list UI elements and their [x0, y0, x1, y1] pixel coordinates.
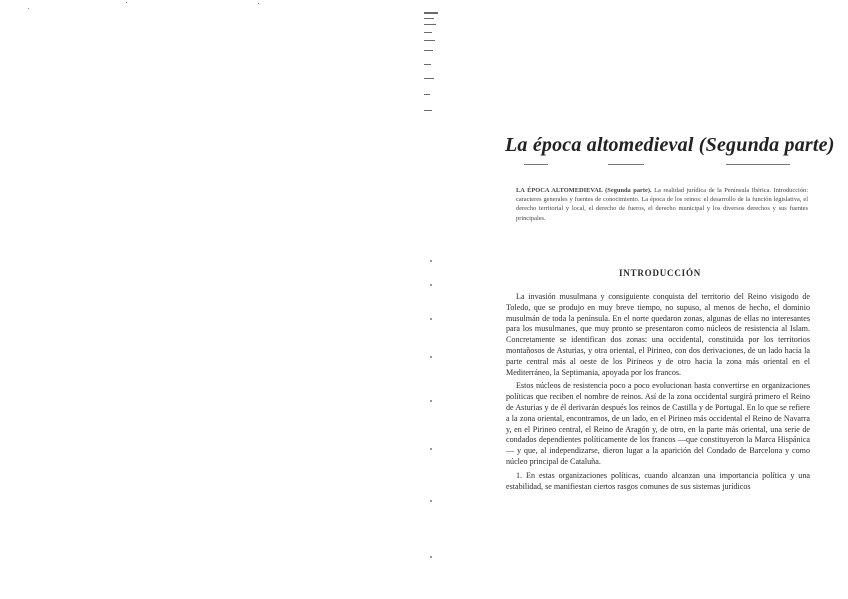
- abstract-text: La realidad jurídica de la Península Ibérica. Introducción: caracteres generales y fuentes de conocimiento. La época de los reinos: el desarrollo de la función legislativa, el derecho territorial y local, el derecho de fueros, el derecho municipal y los diversos derechos y sus fuentes principales.: [516, 187, 808, 222]
- gutter-dots: [430, 260, 434, 590]
- title-rule: [608, 164, 644, 165]
- section-heading: INTRODUCCIÓN: [618, 268, 702, 278]
- paragraph: 1. En estas organizaciones políticas, cuando alcanzan una importancia política y una estabilidad, se manifiestan ciertos rasgos comunes de sus sistemas jurídicos: [506, 470, 810, 491]
- paragraph: Estos núcleos de resistencia poco a poco evolucionan hasta convertirse en organizaciones políticas que reciben el nombre de reinos. Así de la zona occidental surgirá primero el Reino de Asturias y de él derivarán después los reinos de Castilla y de Portugal. En lo que se refiere a la zona oriental, encontramos, de un lado, en el Pirineo más occidental el Reino de Navarra y, en el Pirineo central, el Reino de Aragón y, de otro, en la parte más oriental, una serie de condados dependientes políticamente de los francos —que constituyeron la Marca Hispánica— y que, al independizarse, dieron lugar a la aparición del Condado de Barcelona y como núcleo principal de Cataluña.: [506, 381, 810, 466]
- scan-speck: [126, 2, 127, 3]
- body-text: [506, 292, 810, 495]
- paragraph: La invasión musulmana y consiguiente conquista del territorio del Reino visigodo de Toledo, que se produjo en muy breve tiempo, no supuso, al menos de hecho, el dominio musulmán de toda la península. En el norte quedaron zonas, algunas de ellas no interesantes para los musulmanes, que muy pronto se presentaron como núcleos de resistencia al Islam. Concretamente se identifican dos zonas: una occidental, constituida por los territorios montañosos de Asturias, y otra oriental, el Pirineo, con dos derivaciones, de un lado hacia la parte central más al oeste de los Pirineos y de otro hacia la zona más oriental en el Mediterráneo, la Septimania, apoyada por los francos.: [506, 292, 810, 377]
- title-rule: [726, 164, 790, 165]
- chapter-abstract: [516, 186, 808, 223]
- title-rule: [524, 164, 548, 165]
- left-page: [0, 0, 412, 599]
- chapter-title: La época altomedieval (Segunda parte): [505, 134, 835, 156]
- abstract-lead: LA ÉPOCA ALTOMEDIEVAL (Segunda parte).: [516, 187, 652, 194]
- scan-speck: [258, 3, 259, 4]
- scan-speck: [28, 8, 29, 9]
